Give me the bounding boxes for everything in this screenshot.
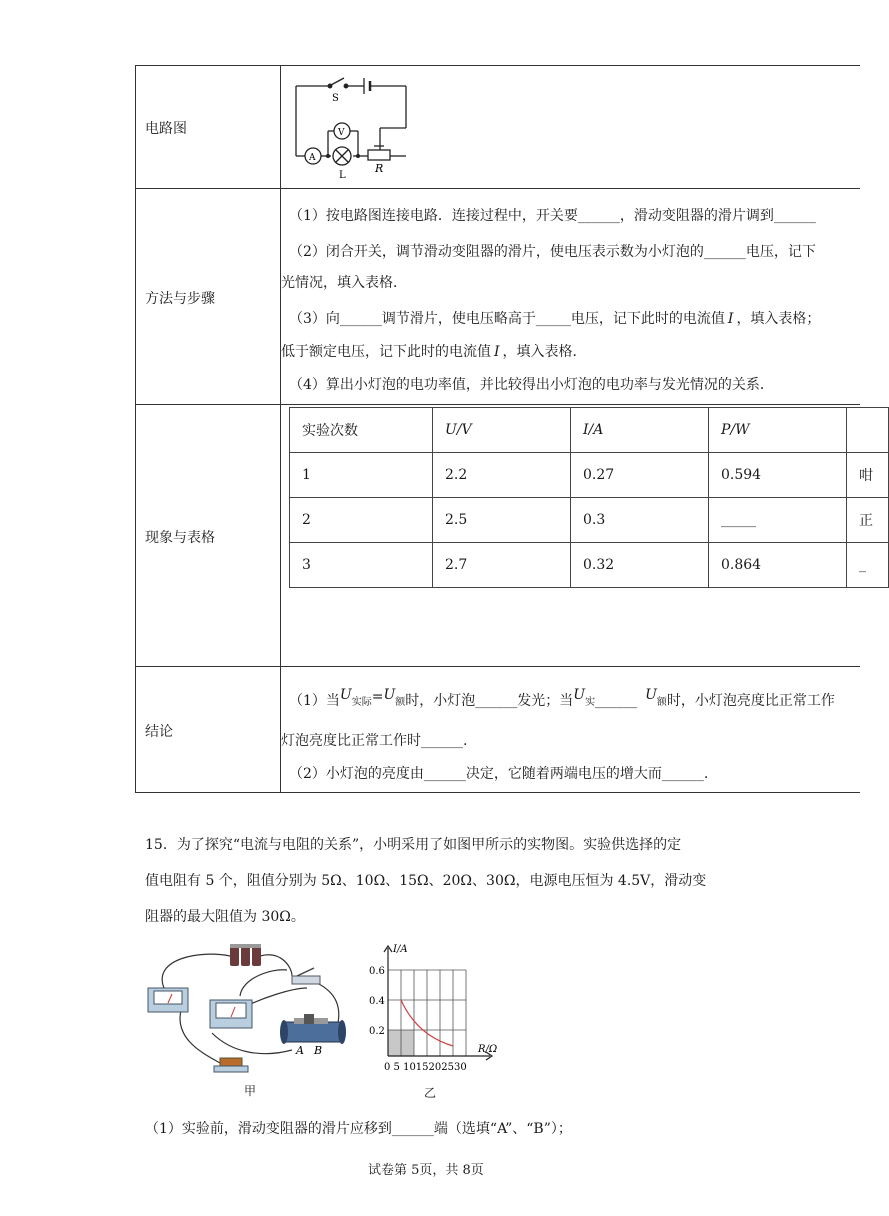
y-tick: 0.4 — [369, 996, 385, 1007]
table-row — [290, 498, 889, 543]
x-ticks: 0 5 1015202530 — [384, 1062, 467, 1073]
step-3 — [289, 308, 820, 328]
y-tick: 0.2 — [369, 1026, 385, 1037]
q15-paragraph-1: 15．为了探究“电流与电阻的关系”，小明采用了如图甲所示的实物图。实验供选择的定 — [145, 837, 682, 853]
row-label-table: 现象与表格 — [145, 530, 215, 546]
table-row-divider — [135, 404, 860, 405]
circuit-diagram — [288, 68, 418, 183]
y-tick: 0.6 — [369, 966, 385, 977]
conclusion-text: 时，小灯泡______发光；当 — [405, 693, 574, 709]
header-cell: 实验次数 — [290, 408, 433, 453]
table-cell: 2.7 — [433, 543, 571, 588]
ammeter-icon — [148, 988, 188, 1012]
voltmeter-label: V — [338, 128, 345, 138]
apparatus-figure — [142, 938, 360, 1078]
x-axis-label: R/Ω — [478, 1044, 498, 1055]
row-label-circuit: 电路图 — [145, 121, 187, 137]
switch-label: S — [332, 93, 339, 104]
conclusion-line-2: 灯泡亮度比正常工作时______. — [281, 733, 468, 749]
table-top-border — [135, 65, 860, 66]
step-3-text: （3）向______调节滑片，使电压略高于_____电压，记下此时的电流值 — [289, 311, 725, 327]
header-cell: I/A — [571, 408, 709, 453]
table-cell: 2 — [290, 498, 433, 543]
u-symbol: U — [383, 687, 396, 703]
table-cell: 0.864 — [709, 543, 847, 588]
battery-icon — [230, 944, 261, 966]
header-cell: U/V — [433, 408, 571, 453]
row-label-steps: 方法与步骤 — [145, 291, 215, 307]
table-bottom-border — [135, 792, 860, 793]
table-cell: 咁 — [847, 453, 889, 498]
blank: ______ — [595, 693, 638, 709]
subscript: 额 — [656, 697, 667, 708]
i-r-graph — [366, 940, 506, 1080]
table-cell: 3 — [290, 543, 433, 588]
q15-subquestion-1: （1）实验前，滑动变阻器的滑片应移到______端（选填“A”、“B”）； — [145, 1121, 572, 1137]
header-cell: P/W — [709, 408, 847, 453]
subscript: 实 — [585, 697, 596, 708]
table-header-row — [290, 408, 889, 453]
q15-paragraph-3: 阻器的最大阻值为 30Ω。 — [145, 909, 305, 925]
subscript: 实际 — [351, 697, 372, 708]
current-symbol: I — [494, 344, 500, 360]
u-symbol: U — [339, 687, 352, 703]
lamp-label: L — [339, 170, 346, 181]
step-3-cont — [281, 341, 587, 361]
table-row-divider — [135, 188, 860, 189]
conclusion-text: 时，小灯泡亮度比正常工作 — [666, 693, 835, 709]
u-symbol: U — [645, 687, 657, 703]
current-symbol: I — [727, 311, 734, 327]
table-row-divider — [135, 666, 860, 667]
table-cell: 0.594 — [709, 453, 847, 498]
table-cell: _ — [847, 543, 889, 588]
rheostat-terminal-a: A — [296, 1044, 304, 1057]
table-cell: 1 — [290, 453, 433, 498]
table-cell: _____ — [709, 498, 847, 543]
step-1: （1）按电路图连接电路．连接过程中，开关要______，滑动变阻器的滑片调到______ — [289, 208, 816, 224]
step-3-cont-text: 低于额定电压，记下此时的电流值 — [281, 344, 491, 360]
subscript: 额 — [395, 697, 406, 708]
figure-label-yi: 乙 — [424, 1086, 437, 1100]
rheostat-terminal-b: B — [314, 1044, 323, 1057]
conclusion-text: （1）当 — [289, 693, 340, 709]
table-cell: 0.32 — [571, 543, 709, 588]
data-table — [289, 407, 889, 588]
rheostat-icon — [280, 1014, 346, 1044]
conclusion-line-1 — [289, 687, 835, 710]
step-4: （4）算出小灯泡的电功率值，并比较得出小灯泡的电功率与发光情况的关系． — [289, 377, 774, 393]
y-axis-label: I/A — [393, 944, 408, 955]
table-cell: 正 — [847, 498, 889, 543]
u-symbol: U — [573, 687, 586, 703]
table-cell: 0.27 — [571, 453, 709, 498]
rheostat-label: R — [375, 162, 384, 175]
step-3-cont-tail: ，填入表格． — [502, 344, 587, 360]
table-cell: 0.3 — [571, 498, 709, 543]
table-column-divider — [280, 65, 281, 793]
table-row — [290, 453, 889, 498]
equals-sign: = — [371, 689, 384, 705]
row-label-conclusion: 结论 — [145, 724, 173, 740]
page-footer: 试卷第 5页，共 8页 — [368, 1163, 484, 1178]
q15-paragraph-2: 值电阻有 5 个，阻值分别为 5Ω、10Ω、15Ω、20Ω、30Ω，电源电压恒为 4.5V，滑动变 — [145, 873, 707, 889]
switch-icon — [292, 976, 320, 984]
voltmeter-icon — [210, 1000, 252, 1028]
ammeter-label: A — [309, 153, 316, 163]
table-row — [290, 543, 889, 588]
header-cell — [847, 408, 889, 453]
figure-label-jia: 甲 — [244, 1084, 257, 1098]
table-cell: 2.2 — [433, 453, 571, 498]
conclusion-line-3: （2）小灯泡的亮度由______决定，它随着两端电压的增大而______. — [289, 766, 709, 782]
table-cell: 2.5 — [433, 498, 571, 543]
step-2-cont: 光情况，填入表格． — [281, 275, 407, 291]
table-left-border — [135, 65, 136, 793]
step-2: （2）闭合开关，调节滑动变阻器的滑片，使电压表示数为小灯泡的______电压，记下 — [289, 244, 816, 260]
step-3-tail: ，填入表格； — [736, 311, 821, 327]
